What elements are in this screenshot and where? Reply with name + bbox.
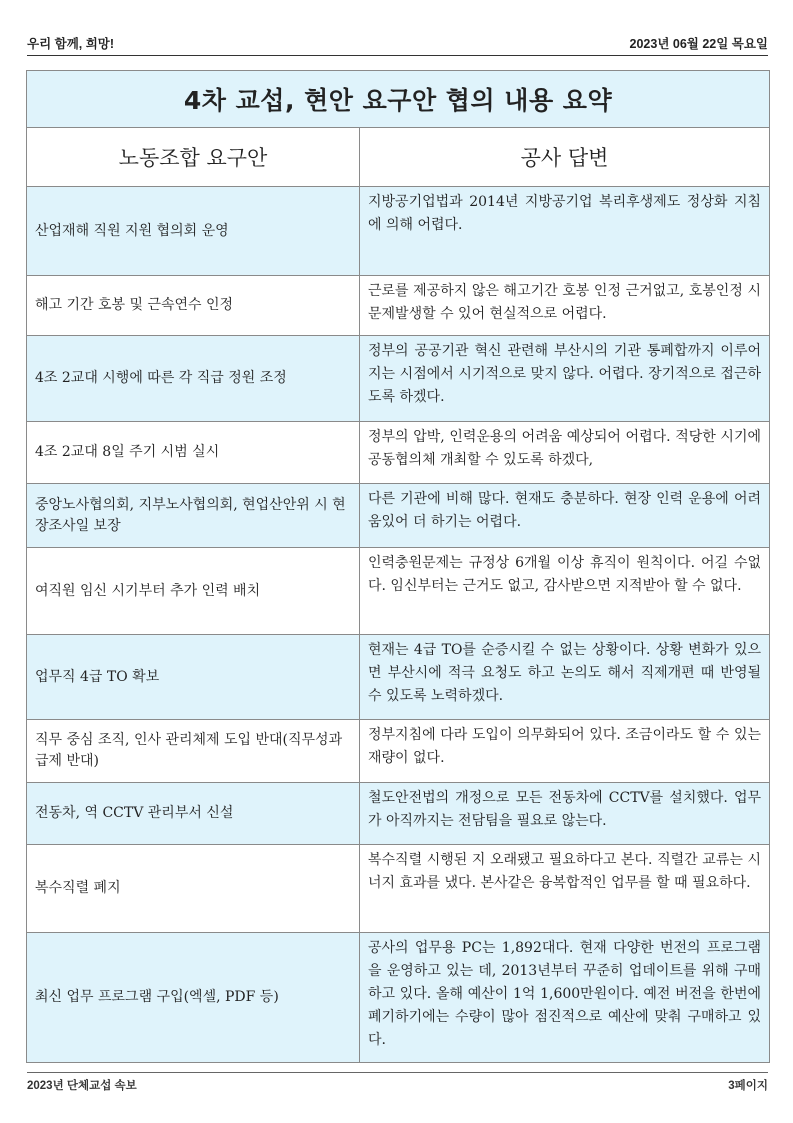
union-demand: 중앙노사협의회, 지부노사협의회, 현업산안위 시 현장조사일 보장 (27, 484, 360, 548)
column-header-corporation-response: 공사 답변 (360, 128, 770, 187)
union-demand: 4조 2교대 시행에 따른 각 직급 정원 조정 (27, 336, 360, 422)
header-divider (27, 55, 768, 56)
corporation-response: 지방공기업법과 2014년 지방공기업 복리후생제도 정상화 지침에 의해 어렵다. (360, 187, 770, 276)
corporation-response: 공사의 업무용 PC는 1,892대다. 현재 다양한 번전의 프로그램을 운영하고 있는 데, 2013년부터 꾸준히 업데이트를 위해 구매하고 있다. 올해 예산이 1억 1,600만원이다. 예전 버전을 한번에 폐기하기에는 수량이 많아 점진적으로 예산에 맞춰 구매하고 있다. (360, 933, 770, 1063)
union-demand: 해고 기간 호봉 및 근속연수 인정 (27, 276, 360, 336)
corporation-response: 현재는 4급 TO를 순증시킬 수 없는 상황이다. 상황 변화가 있으면 부산시에 적극 요청도 하고 논의도 해서 직제개편 때 반영될 수 있도록 노력하겠다. (360, 635, 770, 720)
table-row (27, 845, 770, 933)
footer-publication: 2023년 단체교섭 속보 (27, 1080, 137, 1092)
corporation-response: 정부지침에 다라 도입이 의무화되어 있다. 조금이라도 할 수 있는 재량이 없다. (360, 720, 770, 783)
union-demand: 복수직렬 폐지 (27, 845, 360, 933)
header-slogan: 우리 함께, 희망! (27, 37, 115, 51)
corporation-response: 근로를 제공하지 않은 해고기간 호봉 인정 근거없고, 호봉인정 시 문제발생할 수 있어 현실적으로 어렵다. (360, 276, 770, 336)
union-demand: 직무 중심 조직, 인사 관리체제 도입 반대(직무성과급제 반대) (27, 720, 360, 783)
union-demand: 여직원 임신 시기부터 추가 인력 배치 (27, 548, 360, 635)
table-row (27, 720, 770, 783)
union-demand: 전동차, 역 CCTV 관리부서 신설 (27, 783, 360, 845)
page-number: 3페이지 (728, 1080, 768, 1092)
footer-divider (27, 1072, 768, 1073)
page-header (27, 33, 768, 53)
union-demand: 산업재해 직원 지원 협의회 운영 (27, 187, 360, 276)
corporation-response: 정부의 압박, 인력운용의 어려움 예상되어 어렵다. 적당한 시기에 공동협의체 개최할 수 있도록 하겠다, (360, 422, 770, 484)
corporation-response: 복수직렬 시행된 지 오래됐고 필요하다고 본다. 직렬간 교류는 시너지 효과를 냈다. 본사같은 융복합적인 업무를 할 때 필요하다. (360, 845, 770, 933)
header-date: 2023년 06월 22일 목요일 (629, 37, 768, 51)
column-header-union-demands: 노동조합 요구안 (27, 128, 360, 187)
corporation-response: 정부의 공공기관 혁신 관련해 부산시의 기관 통폐합까지 이루어지는 시점에서 시기적으로 맞지 않다. 어렵다. 장기적으로 접근하도록 하겠다. (360, 336, 770, 422)
table-row (27, 187, 770, 276)
table-row (27, 422, 770, 484)
table-row (27, 635, 770, 720)
table-row (27, 933, 770, 1063)
table-row (27, 548, 770, 635)
union-demand: 최신 업무 프로그램 구입(엑셀, PDF 등) (27, 933, 360, 1063)
corporation-response: 인력충원문제는 규정상 6개월 이상 휴직이 원칙이다. 어길 수없다. 임신부터는 근거도 없고, 감사받으면 지적받아 할 수 없다. (360, 548, 770, 635)
table-row (27, 484, 770, 548)
union-demand: 4조 2교대 8일 주기 시범 실시 (27, 422, 360, 484)
corporation-response: 다른 기관에 비해 많다. 현재도 충분하다. 현장 인력 운용에 어려움있어 더 하기는 어렵다. (360, 484, 770, 548)
negotiation-summary-table (26, 70, 770, 1063)
corporation-response: 철도안전법의 개정으로 모든 전동차에 CCTV를 설치했다. 업무가 아직까지는 전담팀을 필요로 않는다. (360, 783, 770, 845)
union-demand: 업무직 4급 TO 확보 (27, 635, 360, 720)
table-row (27, 336, 770, 422)
table-row (27, 276, 770, 336)
document-title: 4차 교섭, 현안 요구안 협의 내용 요약 (27, 71, 770, 128)
page-footer (27, 1076, 768, 1094)
table-row (27, 783, 770, 845)
